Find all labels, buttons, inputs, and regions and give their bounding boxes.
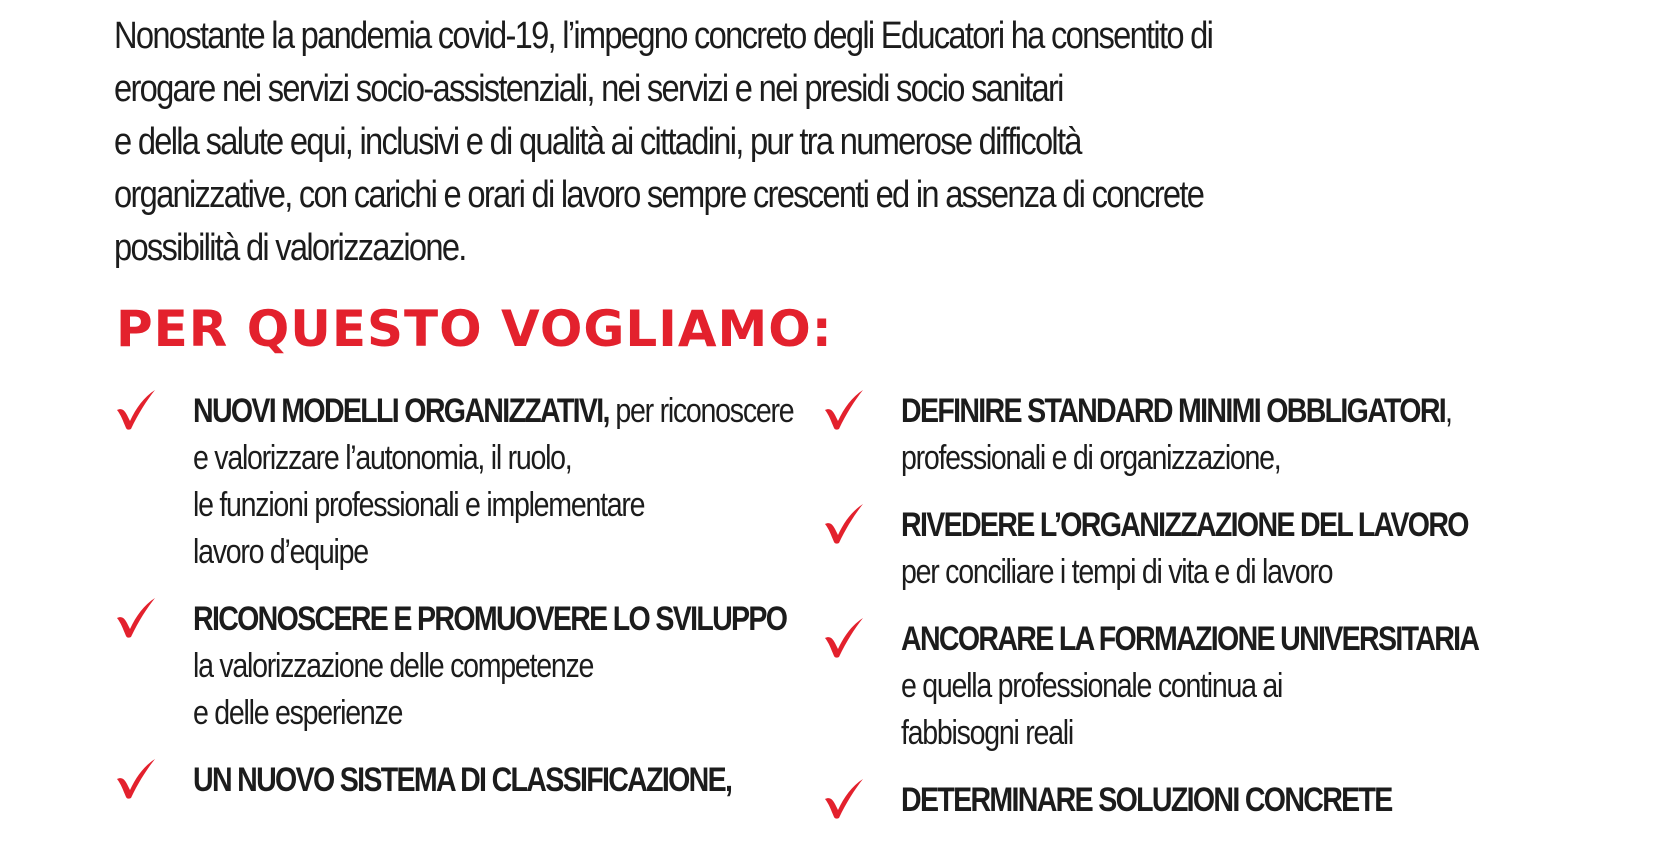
- demand-title-suffix: per riconoscere: [608, 392, 794, 430]
- demand-item: [822, 616, 1502, 757]
- demand-text: [901, 616, 1479, 757]
- demand-item: [114, 596, 794, 737]
- demand-title: NUOVI MODELLI ORGANIZZATIVI,: [193, 392, 609, 430]
- demand-first-line: [193, 388, 794, 435]
- demand-description-line: le funzioni professionali e implementare: [193, 486, 645, 524]
- intro-line: e della salute equi, inclusivi e di qualità ai cittadini, pur tra numerose difficoltà: [114, 121, 1081, 163]
- intro-line: erogare nei servizi socio-assistenziali, nei servizi e nei presidi socio sanitari: [114, 68, 1063, 110]
- demand-description-line: e delle esperienze: [193, 694, 403, 732]
- check-icon: [822, 616, 866, 660]
- check-icon: [822, 388, 866, 432]
- demand-first-line: [193, 757, 732, 804]
- demand-description-line: la valorizzazione delle competenze: [193, 647, 594, 685]
- check-icon: [114, 596, 158, 640]
- demand-title: UN NUOVO SISTEMA DI CLASSIFICAZIONE,: [193, 761, 732, 799]
- demand-description-line: e quella professionale continua ai: [901, 667, 1283, 705]
- demand-first-line: [901, 777, 1406, 824]
- demand-first-line: [901, 616, 1479, 663]
- demand-text: [193, 596, 787, 737]
- demand-title: RICONOSCERE E PROMUOVERE LO SVILUPPO: [193, 600, 787, 638]
- demand-title-suffix: ,: [1445, 392, 1452, 430]
- demand-first-line: [193, 596, 787, 643]
- demand-first-line: [901, 388, 1452, 435]
- demand-item: [822, 777, 1502, 824]
- demand-title: DEFINIRE STANDARD MINIMI OBBLIGATORI: [901, 392, 1446, 430]
- demand-title: ANCORARE LA FORMAZIONE UNIVERSITARIA: [901, 620, 1479, 658]
- check-icon: [822, 777, 866, 821]
- demand-description-line: e valorizzare l’autonomia, il ruolo,: [193, 439, 572, 477]
- demand-description-line: fabbisogni reali: [901, 714, 1073, 752]
- demand-first-line: [901, 502, 1468, 549]
- demand-item: [114, 388, 794, 576]
- right-demands-column: [822, 388, 1502, 844]
- demand-text: [901, 388, 1452, 482]
- demand-text: [193, 388, 794, 576]
- demand-item: [822, 388, 1502, 482]
- left-demands-column: [114, 388, 794, 824]
- check-icon: [114, 388, 158, 432]
- demand-description-line: per conciliare i tempi di vita e di lavoro: [901, 553, 1333, 591]
- intro-line: organizzative, con carichi e orari di lavoro sempre crescenti ed in assenza di concrete: [114, 174, 1204, 216]
- intro-line: Nonostante la pandemia covid-19, l’impegno concreto degli Educatori ha consentito di: [114, 15, 1213, 57]
- demand-item: [114, 757, 794, 804]
- demand-text: [193, 757, 732, 804]
- intro-line: possibilità di valorizzazione.: [114, 227, 466, 269]
- demand-item: [822, 502, 1502, 596]
- demand-title: DETERMINARE SOLUZIONI CONCRETE: [901, 781, 1392, 819]
- section-heading: PER QUESTO VOGLIAMO:: [116, 300, 833, 358]
- demand-title: RIVEDERE L’ORGANIZZAZIONE DEL LAVORO: [901, 506, 1468, 544]
- intro-paragraph: [114, 10, 1514, 275]
- demand-description-line: professionali e di organizzazione,: [901, 439, 1281, 477]
- check-icon: [822, 502, 866, 546]
- demand-text: [901, 502, 1468, 596]
- check-icon: [114, 757, 158, 801]
- demand-text: [901, 777, 1406, 824]
- demand-description-line: lavoro d’equipe: [193, 533, 368, 571]
